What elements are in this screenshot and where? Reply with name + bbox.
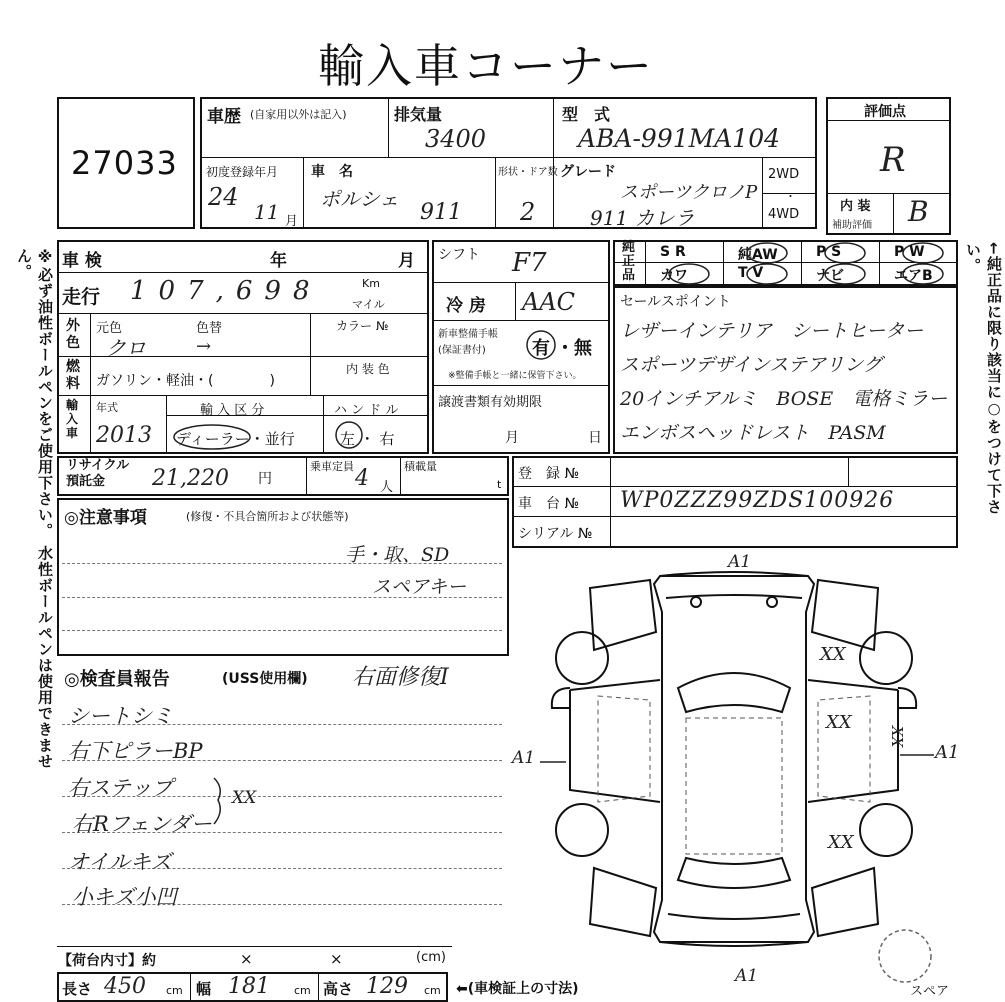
transfer-day-label: 日: [588, 430, 602, 446]
recycle-value: 21,220: [152, 466, 229, 491]
equipment-circle: [898, 242, 948, 264]
interior-sub-label: 補助評価: [832, 220, 872, 231]
equipment-row1-item: P W: [894, 244, 925, 260]
equipment-circle: [742, 263, 792, 285]
cargo-label: 【荷台内寸】約: [58, 953, 156, 969]
ac-label: 冷 房: [446, 296, 486, 316]
diagram-xx-3: XX: [888, 726, 906, 748]
recycle-label: リサイクル 預託金: [66, 458, 130, 489]
equipment-row2-item: カワ: [660, 268, 688, 284]
import-car-label: 輸入車: [66, 398, 79, 440]
car-name-label: 車 名: [311, 164, 353, 180]
inspection-label: 車 検: [62, 251, 102, 271]
width-value: 181: [228, 974, 270, 999]
grade-label: グレード: [560, 164, 616, 180]
lot-number-box: [57, 97, 195, 229]
chassis-no-label: 車 台 №: [518, 496, 580, 512]
history-label: 車歴: [207, 107, 241, 127]
diagram-left-arrow: [540, 757, 568, 767]
equipment-row1-item: S R: [660, 244, 686, 260]
mileage-label: 走行: [62, 286, 101, 308]
inspector-head: 右面修復Ⅰ: [352, 665, 449, 690]
color-value: クロ: [106, 336, 146, 360]
inspector-xx: XX: [232, 788, 257, 808]
mile-label: マイル: [352, 298, 385, 311]
sales-line-4: エンボスヘッドレスト PASM: [620, 422, 886, 444]
maintenance-no: ・無: [556, 338, 592, 359]
four-wd-label: 4WD: [768, 207, 800, 222]
month-label: 月: [285, 214, 299, 229]
fuel-options: ガソリン・軽油・( ): [96, 373, 275, 389]
original-color-label: 元色: [96, 321, 123, 336]
cert-note: ⬅(車検証上の寸法): [456, 981, 579, 997]
ext-color-label: 外色: [66, 318, 80, 351]
repaint-arrow: →: [196, 336, 212, 357]
color-no-label: カラー №: [336, 319, 389, 333]
transfer-deadline-label: 譲渡書類有効期限: [438, 395, 543, 410]
maintenance-yes: 有: [532, 338, 550, 359]
handle-options: 左 ・ 右: [340, 430, 395, 448]
shift-value: F7: [512, 248, 547, 278]
reg-no-label: 登 録 №: [518, 466, 580, 482]
inspector-line-5: オイルキズ: [68, 850, 172, 874]
equipment-row1-item: P S: [816, 244, 842, 260]
person-label: 人: [380, 480, 394, 495]
handle-label: ハ ン ド ル: [334, 403, 399, 418]
capacity-value: 4: [355, 466, 369, 491]
sales-point-label: セールスポイント: [620, 294, 731, 310]
diagram-xx-1: XX: [820, 644, 846, 665]
notes-sub-label: (修復・不具合箇所および状態等): [186, 510, 349, 523]
import-circle: [172, 422, 252, 452]
grade-value-2: 911 カレラ: [590, 206, 695, 230]
right-note: ←純正品に限り該当に○をつけて下さい。: [964, 242, 1003, 515]
cargo-cross-2: ×: [330, 950, 343, 968]
height-label: 高さ: [323, 980, 354, 998]
interior-color-label: 内 装 色: [346, 362, 390, 376]
shape-doors-label: 形状・ドア数: [498, 167, 558, 178]
length-label: 長さ: [62, 980, 93, 998]
diagram-bottom-a1: A1: [735, 966, 759, 986]
maintenance-circle: [524, 328, 560, 362]
rating-value: R: [880, 140, 906, 180]
left-note: ※必ず油性ボールペンをご使用下さい。 水性ボールペンは使用できません。: [15, 248, 54, 770]
sales-line-3: 20インチアルミ BOSE 電格ミラー: [620, 388, 948, 410]
diagram-left-a1: A1: [512, 748, 536, 768]
genuine-label: 純正品: [622, 240, 636, 283]
diagram-xx-2: XX: [826, 712, 852, 733]
mileage-value: 107,698: [130, 276, 322, 306]
interior-label: 内 装: [840, 199, 871, 214]
interior-grade-value: B: [908, 195, 929, 228]
inspector-line-3: 右ステップ: [68, 776, 173, 800]
equipment-circle: [898, 263, 948, 285]
page-title: 輸入車コーナー: [318, 39, 654, 93]
length-cm: cm: [166, 984, 183, 997]
equipment-circle: [820, 263, 870, 285]
transfer-month-label: 月: [505, 430, 519, 446]
chassis-value: WP0ZZZ99ZDS100926: [620, 488, 895, 513]
inspector-line-1: シートシミ: [68, 704, 173, 728]
serial-no-label: シリアル №: [518, 526, 593, 542]
notes-line-2: スペアキー: [372, 576, 467, 598]
height-cm: cm: [424, 984, 441, 997]
displacement-label: 排気量: [394, 105, 443, 124]
two-wd-label: 2WD: [768, 167, 800, 182]
diagram-top-a1: A1: [728, 552, 752, 572]
inspection-year-label: 年: [270, 251, 287, 271]
model-year-label: 年式: [96, 401, 118, 414]
equipment-circle: [664, 263, 714, 285]
maintenance-label: 新車整備手帳 (保証書付): [438, 329, 498, 356]
fuel-label: 燃料: [66, 359, 80, 392]
notes-label: ◎注意事項: [64, 508, 147, 528]
model-code-value: ABA-991MA104: [578, 124, 781, 153]
handle-circle: [334, 420, 364, 450]
equipment-row1-item: 純AW: [738, 247, 778, 263]
inspector-line-4: 右Rフェンダー: [72, 812, 212, 836]
yen-label: 円: [258, 471, 272, 487]
car-name-value-2: 911: [420, 200, 462, 225]
shift-label: シフト: [438, 247, 480, 263]
width-label: 幅: [196, 980, 212, 998]
height-value: 129: [366, 974, 408, 999]
spare-label: スペア: [910, 984, 950, 999]
inspector-brace: [210, 776, 230, 826]
equipment-circle: [742, 242, 792, 264]
t-label: t: [497, 478, 502, 491]
repaint-label: 色替: [196, 321, 223, 336]
diagram-right-a1: A1: [935, 742, 960, 763]
inspector-label: ◎検査員報告: [64, 669, 170, 690]
reg-year-value: 24: [208, 183, 239, 211]
grade-value-1: スポーツクロノP: [620, 182, 758, 203]
inspector-line-2: 右下ピラーBP: [68, 739, 203, 763]
width-cm: cm: [294, 984, 311, 997]
spare-circle: [873, 928, 937, 984]
notes-line-1: 手・取、SD: [345, 544, 450, 566]
car-name-value-1: ポルシェ: [320, 187, 400, 211]
import-class-label: 輸 入 区 分: [200, 403, 265, 418]
diagram-xx-4: XX: [828, 832, 854, 853]
import-options: ディーラー・並行: [176, 430, 295, 448]
equipment-row2-item: T V: [738, 265, 764, 281]
diagram-right-arrow: [900, 750, 940, 760]
km-label: Km: [362, 277, 380, 290]
cargo-cm: (cm): [416, 950, 446, 965]
equipment-row2-item: エアB: [894, 268, 933, 284]
rating-label: 評価点: [864, 104, 906, 120]
inspector-sub-label: (USS使用欄): [222, 671, 308, 687]
model-year-value: 2013: [96, 423, 152, 448]
load-label: 積載量: [404, 460, 437, 473]
maintenance-note: ※整備手帳と一緒に保管下さい。: [448, 371, 582, 381]
lot-number: 27033: [71, 144, 178, 182]
model-code-label: 型 式: [562, 105, 611, 124]
reg-month-value: 11: [254, 200, 280, 224]
displacement-value: 3400: [425, 125, 487, 153]
sales-line-2: スポーツデザインステアリング: [620, 354, 882, 376]
ac-value: AAC: [522, 288, 576, 316]
first-registration-label: 初度登録年月: [206, 165, 279, 179]
length-value: 450: [104, 974, 146, 999]
cargo-cross-1: ×: [240, 950, 253, 968]
inspector-line-6: 小キズ小凹: [72, 885, 177, 909]
inspection-month-label: 月: [398, 251, 415, 271]
equipment-row2-item: ナビ: [816, 268, 844, 284]
car-diagram: [510, 540, 950, 980]
equipment-circle: [820, 242, 870, 264]
doors-value: 2: [520, 198, 536, 226]
history-note: (自家用以外は記入): [250, 108, 347, 121]
sales-line-1: レザーインテリア シートヒーター: [620, 320, 924, 342]
capacity-label: 乗車定員: [310, 460, 354, 473]
